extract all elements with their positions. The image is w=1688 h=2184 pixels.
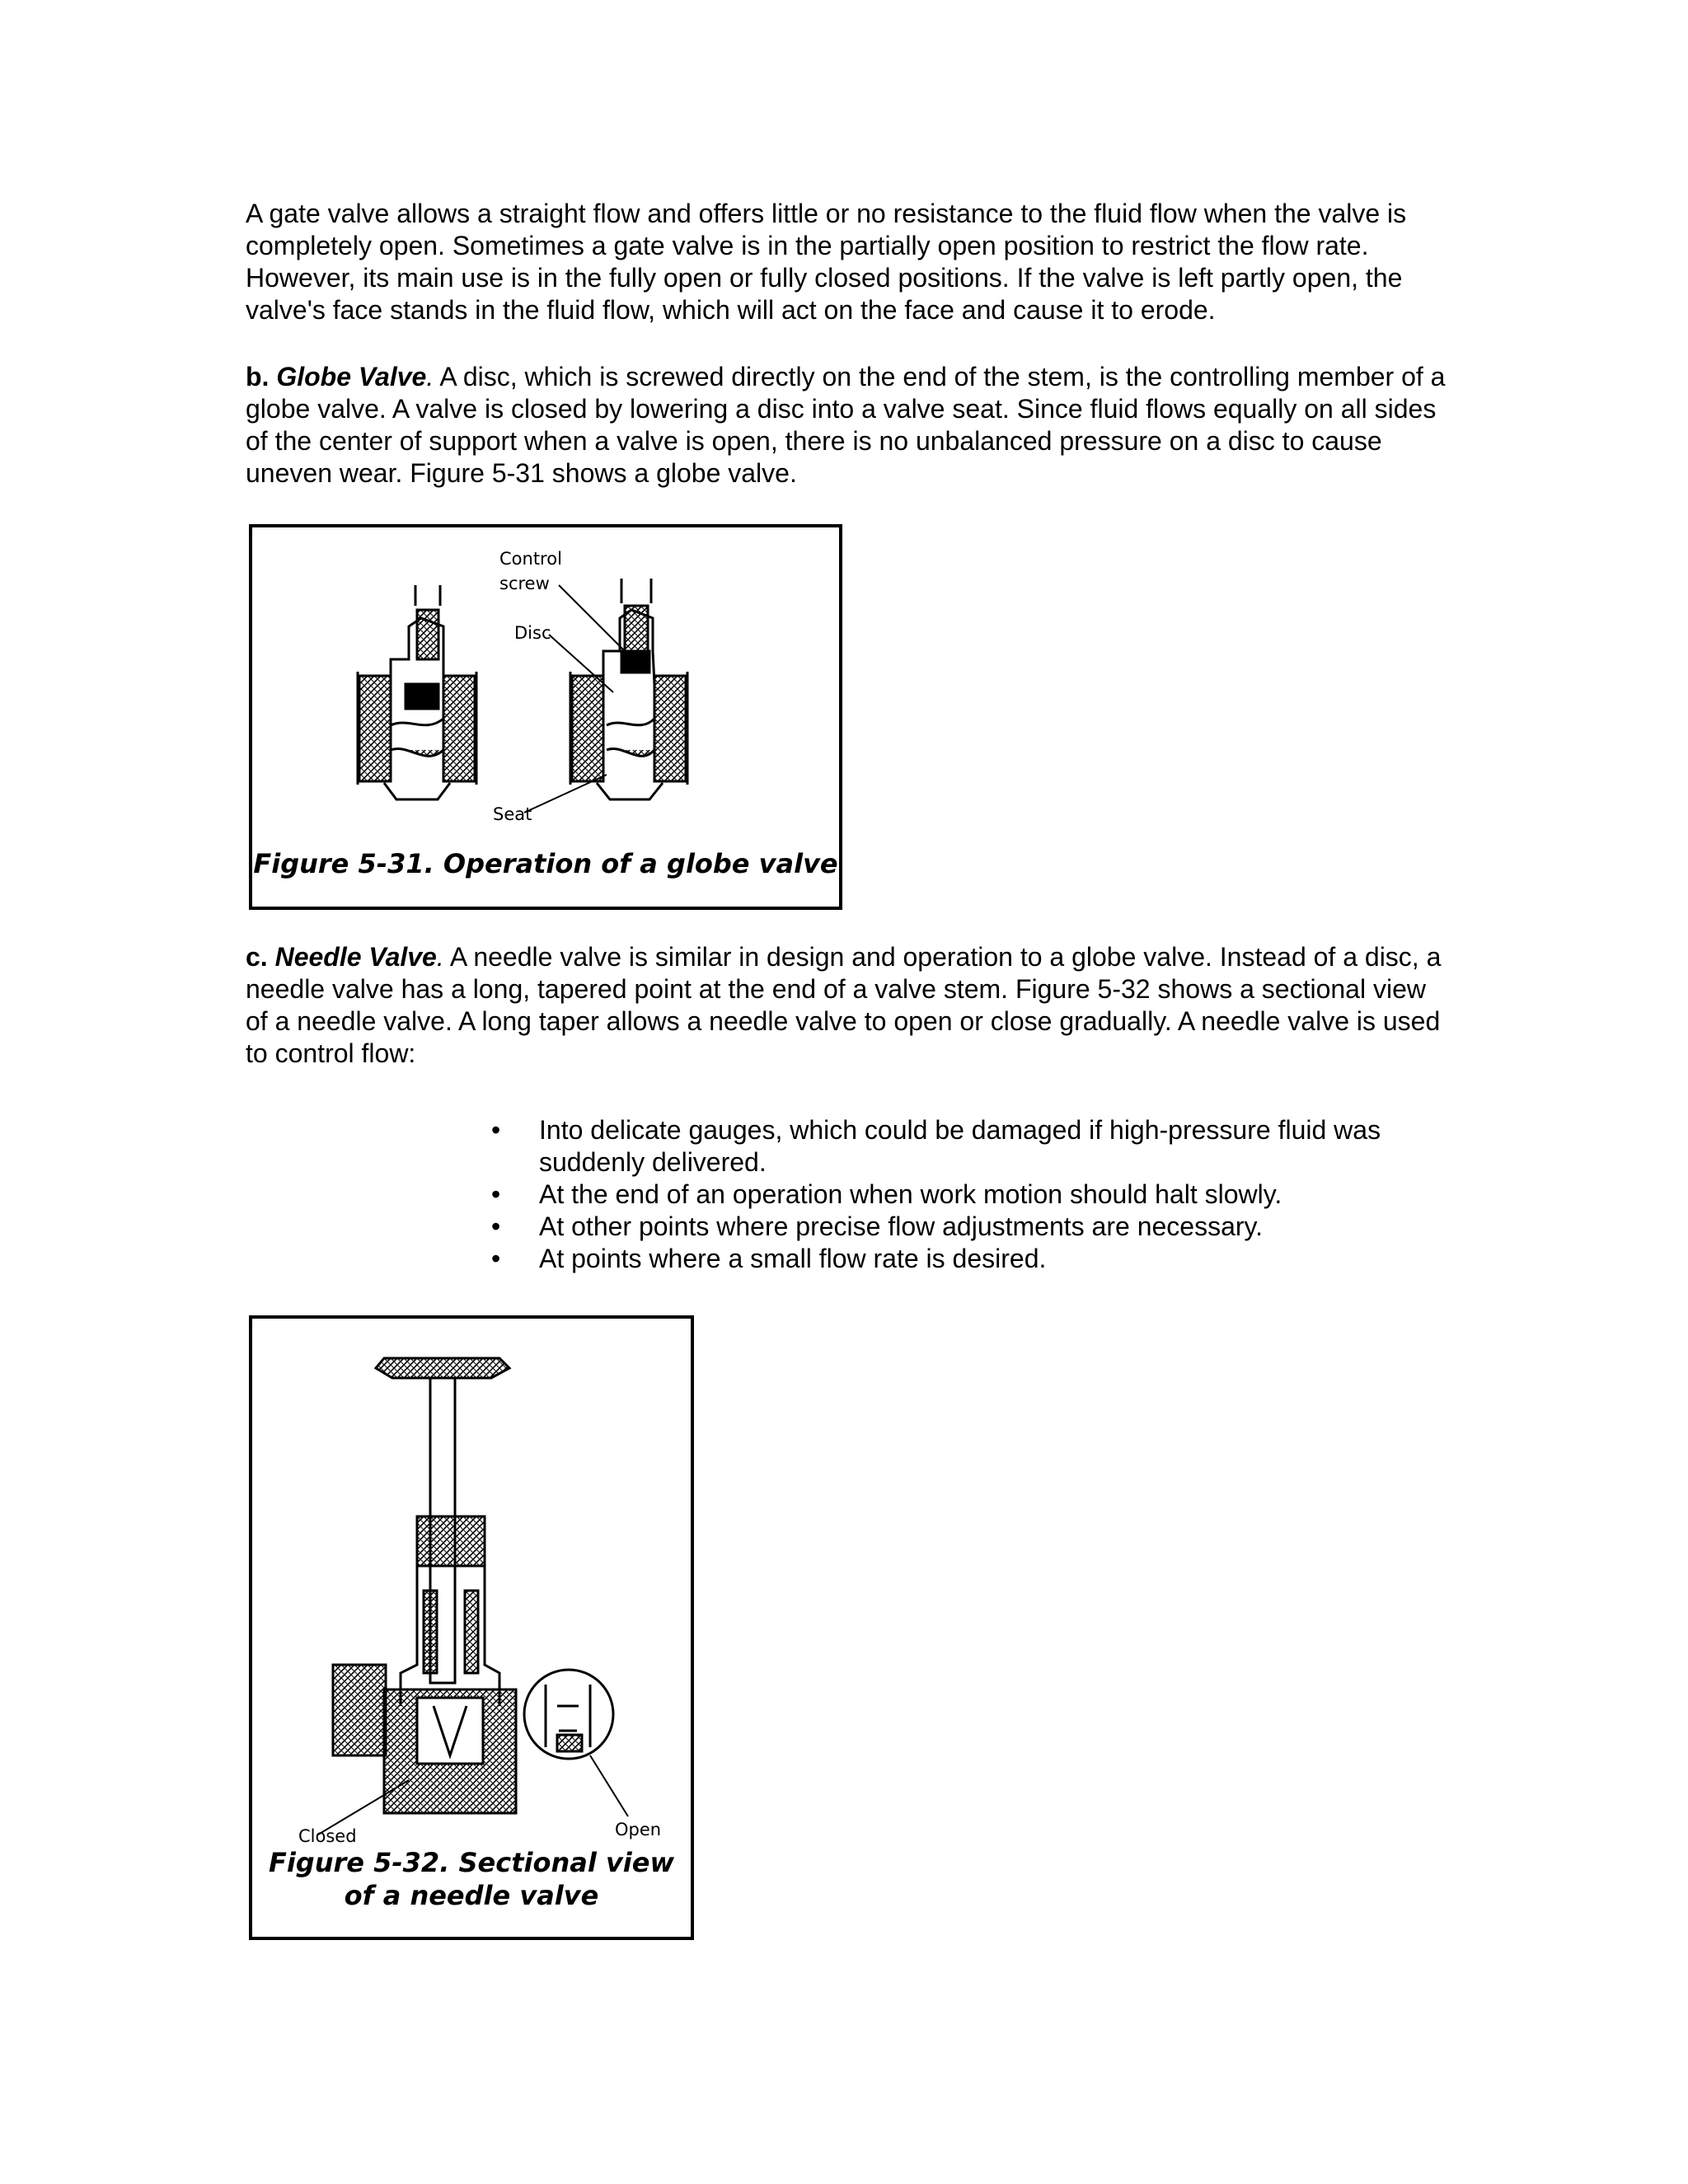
bullet-icon: • — [491, 1212, 501, 1241]
figure-5-32 — [249, 1315, 694, 1940]
needle-valve-paragraph — [246, 941, 1449, 1070]
needle-valve-drawing — [333, 1358, 613, 1813]
list-item — [486, 1114, 1442, 1179]
bullet-icon: • — [491, 1179, 501, 1209]
figure-5-31 — [249, 524, 842, 910]
list-item-text: At other points where precise flow adjustments are necessary. — [539, 1212, 1264, 1241]
list-item — [486, 1211, 1442, 1243]
list-item-text: At the end of an operation when work motion should halt slowly. — [539, 1179, 1282, 1209]
globe-heading-period: . — [426, 362, 434, 391]
label-screw: screw — [499, 574, 550, 593]
bullet-icon: • — [491, 1244, 501, 1273]
needle-valve-heading: Needle Valve — [274, 942, 437, 972]
list-item — [486, 1243, 1442, 1275]
gate-valve-paragraph: A gate valve allows a straight flow and offers little or no resistance to the fluid flow when the valve is completely open. Sometimes a gate valve is in the partially open position to restrict the flow rate. However, its main use is in the fully open or fully closed positions. If the valve is left partly open, the valve's face stands in the fluid flow, which will act on the face and cause it to erode. — [246, 199, 1407, 325]
label-disc: Disc — [514, 623, 551, 643]
label-closed: Closed — [298, 1826, 357, 1846]
figure-5-32-caption-line1: Figure 5-32. Sectional view — [268, 1847, 675, 1878]
globe-valve-body: A disc, which is screwed directly on the end of the stem, is the controlling member of a globe valve. A valve is closed by lowering a disc into a valve seat. Since fluid flows equally on all sides of the center of support when a valve is open, there is no unbalanced pressure on a disc to cause uneven wear. Figure 5-31 shows a globe valve. — [246, 362, 1446, 488]
figure-5-31-caption: Figure 5-31. Operation of a globe valve — [253, 848, 838, 879]
globe-valve-paragraph — [246, 361, 1449, 490]
figure-5-32-caption — [252, 1846, 691, 1912]
section-marker-c: c. — [246, 942, 268, 972]
globe-valve-heading: Globe Valve — [276, 362, 427, 391]
label-seat: Seat — [493, 804, 532, 824]
figure-5-32-caption-line2: of a needle valve — [344, 1880, 599, 1911]
label-control: Control — [499, 549, 562, 569]
section-marker-b: b. — [246, 362, 270, 391]
label-open: Open — [615, 1820, 662, 1840]
globe-valve-left-drawing — [358, 585, 476, 799]
globe-valve-right-drawing — [570, 579, 687, 799]
needle-uses-list — [486, 1114, 1442, 1275]
list-item — [486, 1179, 1442, 1211]
needle-valve-body: A needle valve is similar in design and operation to a globe valve. Instead of a disc, a needle valve has a long, tapered point at the end of a valve stem. Figure 5-32 shows a sectional view of a needle valve. A long taper allows a needle valve to open or close gradually. A needle valve is used to control flow: — [246, 942, 1442, 1068]
needle-heading-period: . — [436, 942, 444, 972]
list-item-text: At points where a small flow rate is desired. — [539, 1244, 1047, 1273]
list-item-text: Into delicate gauges, which could be damaged if high-pressure fluid was suddenly delivered. — [539, 1115, 1381, 1177]
bullet-icon: • — [491, 1115, 501, 1145]
